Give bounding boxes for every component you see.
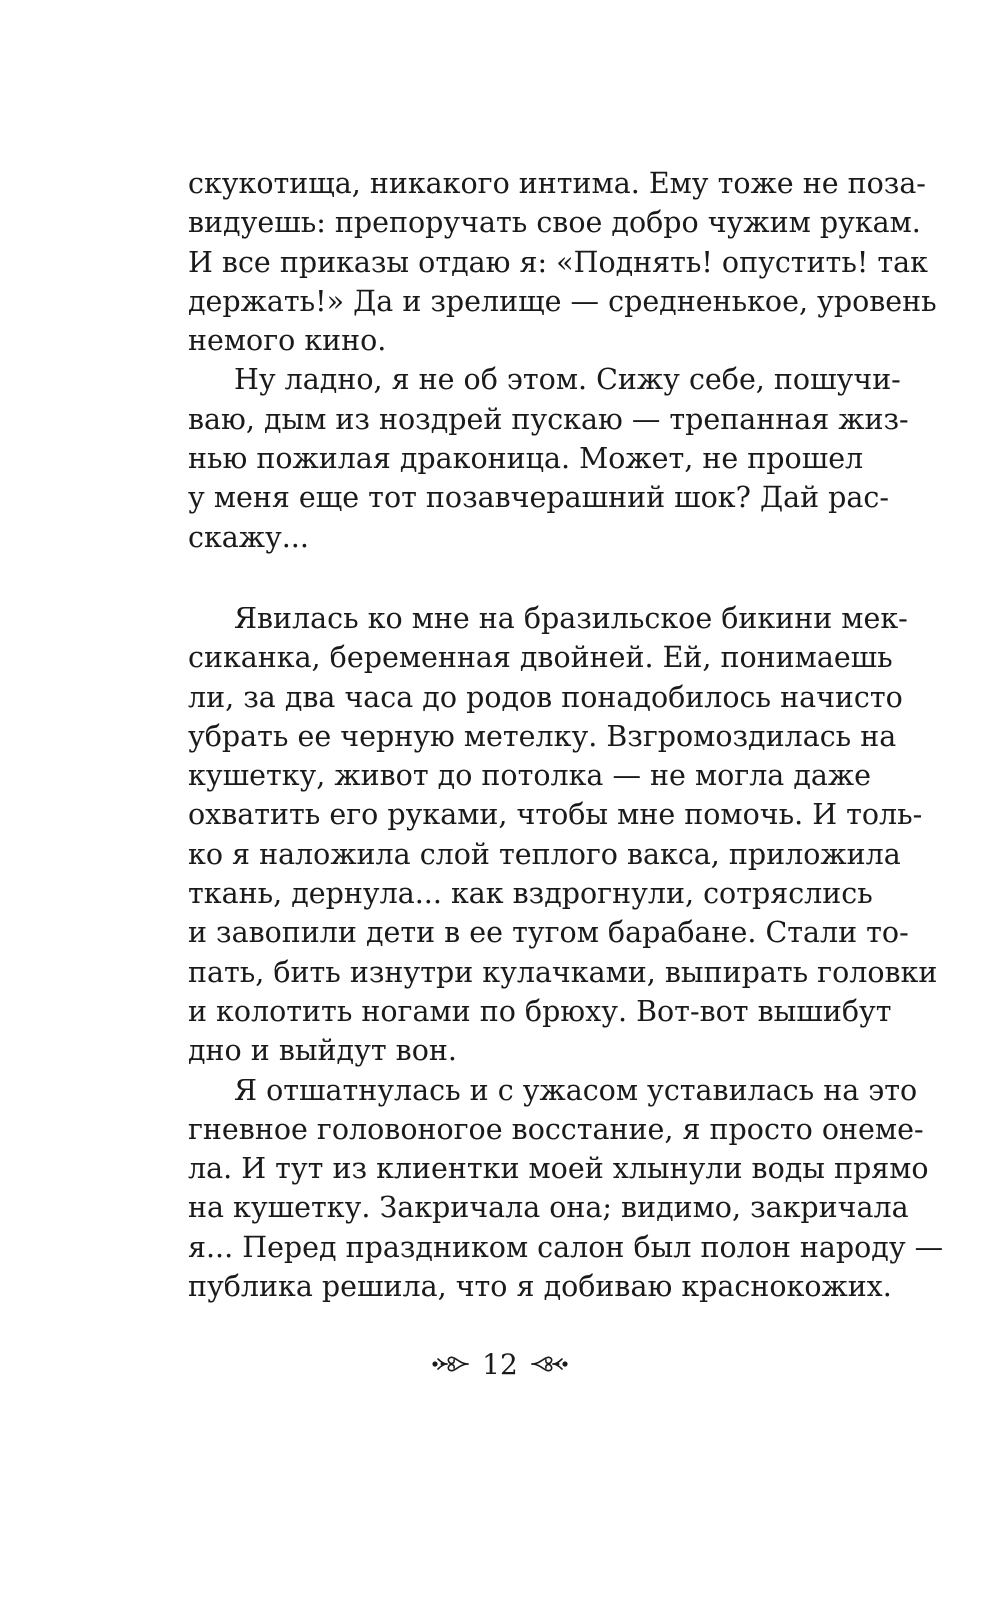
text-line: пать, бить изнутри кулачками, выпирать головки (188, 955, 938, 989)
text-line: скажу... (188, 520, 309, 554)
text-line: гневное головоногое восстание, я просто онеме- (188, 1112, 924, 1146)
text-line: Явилась ко мне на бразильское бикини мек- (234, 601, 908, 635)
text-line: ко я наложила слой теплого вакса, приложила (188, 837, 901, 871)
text-line: ткань, дернула... как вздрогнули, сотряслись (188, 877, 873, 911)
text-line: и колотить ногами по брюху. Вот-вот вышибут (188, 994, 892, 1028)
text-line: на кушетку. Закричала она; видимо, закричала (188, 1191, 909, 1225)
text-line: дно и выйдут вон. (188, 1034, 457, 1068)
text-line: немого кино. (188, 324, 387, 358)
paragraph (188, 360, 909, 556)
text-line: Я отшатнулась и с ужасом уставилась на это (234, 1073, 918, 1107)
text-line: публика решила, что я добиваю краснокожих. (188, 1270, 892, 1304)
right-ornament-icon (530, 1350, 570, 1378)
text-line: видуешь: препоручать свое добро чужим рукам. (188, 206, 921, 240)
body-text (188, 164, 944, 1306)
text-line: ваю, дым из ноздрей пускаю — трепанная жиз- (188, 402, 909, 436)
text-line: убрать ее черную метелку. Взгромоздилась на (188, 719, 897, 753)
text-line: И все приказы отдаю я: «Поднять! опустить! так (188, 245, 928, 279)
text-line: кушетку, живот до потолка — не могла даже (188, 759, 871, 793)
text-line: ла. И тут из клиентки моей хлынули воды прямо (188, 1152, 929, 1186)
text-line: Ну ладно, я не об этом. Сижу себе, пошучи- (234, 363, 901, 397)
section-break (188, 557, 860, 599)
text-line: ли, за два часа до родов понадобилось начисто (188, 680, 903, 714)
page-footer (0, 1342, 1000, 1386)
paragraph (188, 599, 938, 1071)
page-number: 12 (482, 1347, 518, 1381)
text-line: охватить его руками, чтобы мне помочь. И толь- (188, 798, 923, 832)
paragraph (188, 1071, 944, 1307)
left-ornament-icon (430, 1350, 470, 1378)
text-line: нью пожилая драконица. Может, не прошел (188, 442, 864, 476)
text-line: сиканка, беременная двойней. Ей, понимаешь (188, 641, 893, 675)
paragraph (188, 164, 937, 360)
text-line: я... Перед праздником салон был полон народу — (188, 1230, 944, 1264)
text-line: скукотища, никакого интима. Ему тоже не поза- (188, 167, 926, 200)
text-line: держать!» Да и зрелище — средненькое, уровень (188, 284, 937, 318)
text-line: и завопили дети в ее тугом барабане. Стали то- (188, 916, 909, 950)
text-line: у меня еще тот позавчерашний шок? Дай рас- (188, 481, 890, 515)
